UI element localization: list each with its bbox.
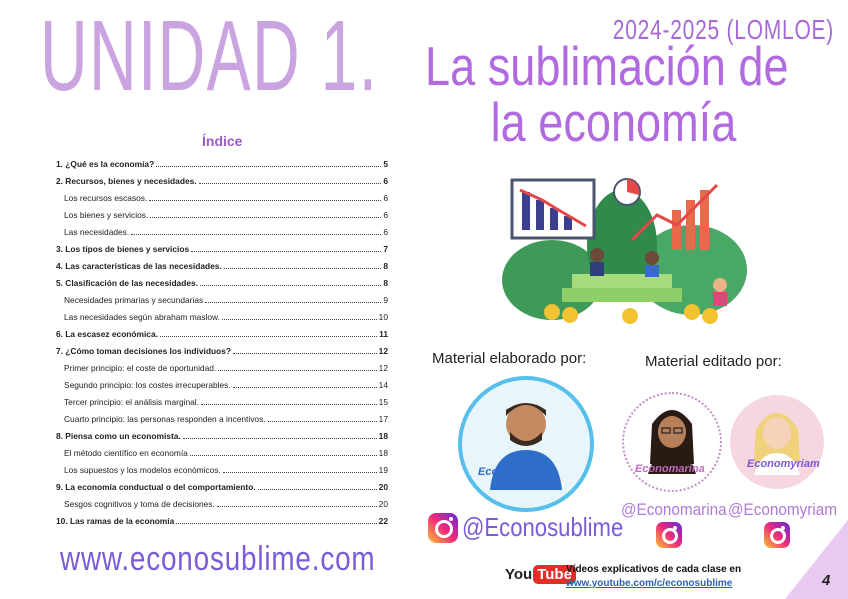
toc-entry[interactable] bbox=[56, 186, 388, 203]
school-year: 2024-2025 (LOMLOE) bbox=[612, 14, 834, 45]
toc-entry-label: Primer principio: el coste de oportunidad. bbox=[64, 363, 217, 373]
toc-leader-dots bbox=[205, 301, 381, 303]
toc-leader-dots bbox=[160, 335, 377, 337]
index-title: Índice bbox=[202, 133, 243, 149]
toc-entry[interactable] bbox=[56, 424, 388, 441]
page-corner-decoration bbox=[785, 520, 848, 599]
youtube-description: Vídeos explicativos de cada clase en bbox=[566, 564, 742, 575]
toc-entry-page: 8 bbox=[383, 261, 388, 271]
coin-icon bbox=[622, 308, 638, 324]
toc-entry-page: 11 bbox=[379, 329, 388, 339]
toc-entry[interactable] bbox=[56, 441, 388, 458]
person-icon bbox=[645, 251, 659, 265]
person-icon bbox=[590, 248, 604, 262]
corner-triangle bbox=[785, 520, 848, 599]
youtube-logo-you: You bbox=[505, 566, 533, 583]
coin-icon bbox=[562, 307, 578, 323]
toc-entry[interactable] bbox=[56, 492, 388, 509]
toc-leader-dots bbox=[200, 284, 381, 286]
avatar-illustration bbox=[462, 380, 590, 508]
bar-icon bbox=[522, 192, 530, 230]
economyriam-avatar-name: Economyriam bbox=[747, 458, 820, 470]
toc-entry-page: 6 bbox=[383, 193, 388, 203]
toc-entry-label: Los bienes y servicios. bbox=[64, 210, 149, 220]
toc-leader-dots bbox=[150, 216, 381, 218]
toc-entry[interactable] bbox=[56, 169, 388, 186]
toc-entry-page: 18 bbox=[378, 431, 388, 441]
econosublime-avatar-name: Econosublime bbox=[478, 466, 554, 478]
toc-entry[interactable] bbox=[56, 390, 388, 407]
economarina-handle[interactable]: @Economarina bbox=[621, 500, 727, 519]
toc-entry-label: 6. La escasez económica. bbox=[56, 329, 158, 339]
youtube-channel-link[interactable]: www.youtube.com/c/econosublime bbox=[566, 578, 733, 589]
toc-entry-page: 17 bbox=[378, 414, 388, 424]
toc-entry-label: El método científico en economía bbox=[64, 448, 188, 458]
topic-title bbox=[425, 35, 789, 153]
toc-entry[interactable] bbox=[56, 152, 388, 169]
toc-entry-label: 2. Recursos, bienes y necesidades. bbox=[56, 176, 197, 186]
toc-entry-page: 22 bbox=[378, 516, 388, 526]
toc-entry-page: 5 bbox=[383, 159, 388, 169]
toc-entry[interactable] bbox=[56, 288, 388, 305]
toc-entry-label: Tercer principio: el análisis marginal. bbox=[64, 397, 199, 407]
toc-leader-dots bbox=[156, 165, 381, 167]
toc-entry-label: Las necesidades según abraham maslow. bbox=[64, 312, 220, 322]
avatar-illustration bbox=[730, 395, 824, 489]
economyriam-avatar bbox=[730, 395, 824, 489]
youtube-info bbox=[566, 563, 741, 591]
person-icon bbox=[590, 262, 604, 276]
toc-entry-page: 15 bbox=[378, 397, 388, 407]
toc-leader-dots bbox=[258, 488, 377, 490]
toc-entry-label: 1. ¿Qué es la economía? bbox=[56, 159, 155, 169]
toc-entry-label: 8. Piensa como un economista. bbox=[56, 431, 181, 441]
topic-title-line-1: La sublimación de bbox=[425, 35, 789, 97]
toc-entry-page: 20 bbox=[378, 499, 388, 509]
made-by-label: Material elaborado por: bbox=[432, 350, 587, 367]
bar-icon bbox=[672, 210, 681, 250]
avatar-illustration bbox=[624, 394, 720, 490]
toc-leader-dots bbox=[131, 233, 381, 235]
toc-leader-dots bbox=[218, 369, 376, 371]
coin-icon bbox=[684, 304, 700, 320]
edited-by-label: Material editado por: bbox=[645, 353, 782, 370]
toc-entry-page: 7 bbox=[383, 244, 388, 254]
toc-entry[interactable] bbox=[56, 271, 388, 288]
coin-icon bbox=[702, 308, 718, 324]
toc-leader-dots bbox=[217, 505, 377, 507]
unit-title: UNIDAD 1. bbox=[40, 0, 379, 112]
economyriam-handle[interactable]: @Economyriam bbox=[728, 500, 838, 519]
toc-leader-dots bbox=[233, 352, 377, 354]
econosublime-handle: @Econosublime bbox=[462, 512, 624, 542]
economarina-avatar-name: Economarina bbox=[635, 463, 705, 475]
coin-icon bbox=[544, 304, 560, 320]
topic-title-line-2: la economía bbox=[490, 91, 737, 153]
toc-entry-label: 4. Las características de las necesidades. bbox=[56, 261, 222, 271]
toc-entry[interactable] bbox=[56, 339, 388, 356]
toc-entry-page: 9 bbox=[383, 295, 388, 305]
toc-leader-dots bbox=[223, 471, 377, 473]
economarina-avatar bbox=[622, 392, 722, 492]
toc-entry-label: Segundo principio: los costes irrecuperables. bbox=[64, 380, 231, 390]
toc-entry[interactable] bbox=[56, 305, 388, 322]
toc-entry[interactable] bbox=[56, 373, 388, 390]
instagram-icon bbox=[428, 513, 458, 543]
toc-leader-dots bbox=[176, 522, 376, 524]
toc-leader-dots bbox=[233, 386, 377, 388]
economarina-instagram[interactable] bbox=[656, 522, 682, 548]
toc-entry[interactable] bbox=[56, 203, 388, 220]
toc-entry-page: 19 bbox=[378, 465, 388, 475]
toc-entry[interactable] bbox=[56, 407, 388, 424]
person-icon bbox=[713, 292, 727, 306]
econosublime-avatar bbox=[458, 376, 594, 512]
toc-leader-dots bbox=[268, 420, 377, 422]
toc-entry-label: 3. Los tipos de bienes y servicios bbox=[56, 244, 190, 254]
toc-leader-dots bbox=[199, 182, 382, 184]
toc-entry-page: 6 bbox=[383, 176, 388, 186]
website-link[interactable]: www.econosublime.com bbox=[60, 540, 376, 578]
toc-entry[interactable] bbox=[56, 254, 388, 271]
economy-illustration bbox=[492, 170, 754, 330]
toc-entry-label: 5. Clasificación de las necesidades. bbox=[56, 278, 198, 288]
youtube-logo-tube: Tube bbox=[533, 565, 576, 584]
toc-entry[interactable] bbox=[56, 458, 388, 475]
money-stack-icon bbox=[562, 288, 682, 302]
econosublime-instagram[interactable] bbox=[428, 512, 652, 543]
toc-leader-dots bbox=[224, 267, 382, 269]
toc-entry-label: 10. Las ramas de la economía bbox=[56, 516, 175, 526]
toc-entry-page: 18 bbox=[378, 448, 388, 458]
toc-leader-dots bbox=[191, 250, 381, 252]
toc-entry-label: 7. ¿Cómo toman decisiones los individuos? bbox=[56, 346, 231, 356]
toc-entry-page: 6 bbox=[383, 210, 388, 220]
bar-icon bbox=[536, 200, 544, 230]
toc-entry[interactable] bbox=[56, 356, 388, 373]
bar-icon bbox=[550, 208, 558, 230]
toc-entry[interactable] bbox=[56, 509, 388, 526]
toc-entry[interactable] bbox=[56, 237, 388, 254]
toc-entry-page: 6 bbox=[383, 227, 388, 237]
toc-entry-label: Los recursos escasos. bbox=[64, 193, 148, 203]
toc-leader-dots bbox=[190, 454, 377, 456]
toc-entry[interactable] bbox=[56, 322, 388, 339]
toc-entry[interactable] bbox=[56, 220, 388, 237]
toc-entry-page: 8 bbox=[383, 278, 388, 288]
toc-entry-label: Necesidades primarias y secundarias bbox=[64, 295, 204, 305]
toc-entry-page: 12 bbox=[378, 346, 388, 356]
toc-entry-page: 14 bbox=[378, 380, 388, 390]
toc-entry-label: Los supuestos y los modelos económicos. bbox=[64, 465, 221, 475]
toc-leader-dots bbox=[222, 318, 377, 320]
page-number: 4 bbox=[822, 572, 831, 589]
toc-leader-dots bbox=[183, 437, 377, 439]
toc-entry-page: 12 bbox=[378, 363, 388, 373]
toc-entry-label: 9. La economía conductual o del comportamiento. bbox=[56, 482, 256, 492]
toc-entry-label: Sesgos cognitivos y toma de decisiones. bbox=[64, 499, 215, 509]
toc-leader-dots bbox=[201, 403, 377, 405]
person-icon bbox=[713, 278, 727, 292]
toc-entry-label: Las necesidades. bbox=[64, 227, 130, 237]
person-icon bbox=[645, 265, 659, 277]
toc-entry[interactable] bbox=[56, 475, 388, 492]
toc-entry-page: 20 bbox=[378, 482, 388, 492]
toc-leader-dots bbox=[149, 199, 381, 201]
toc-entry-label: Cuarto principio: las personas responden a incentivos. bbox=[64, 414, 266, 424]
table-of-contents bbox=[56, 152, 388, 526]
instagram-icon bbox=[656, 522, 682, 548]
toc-entry-page: 10 bbox=[378, 312, 388, 322]
avatar-face bbox=[763, 417, 791, 449]
